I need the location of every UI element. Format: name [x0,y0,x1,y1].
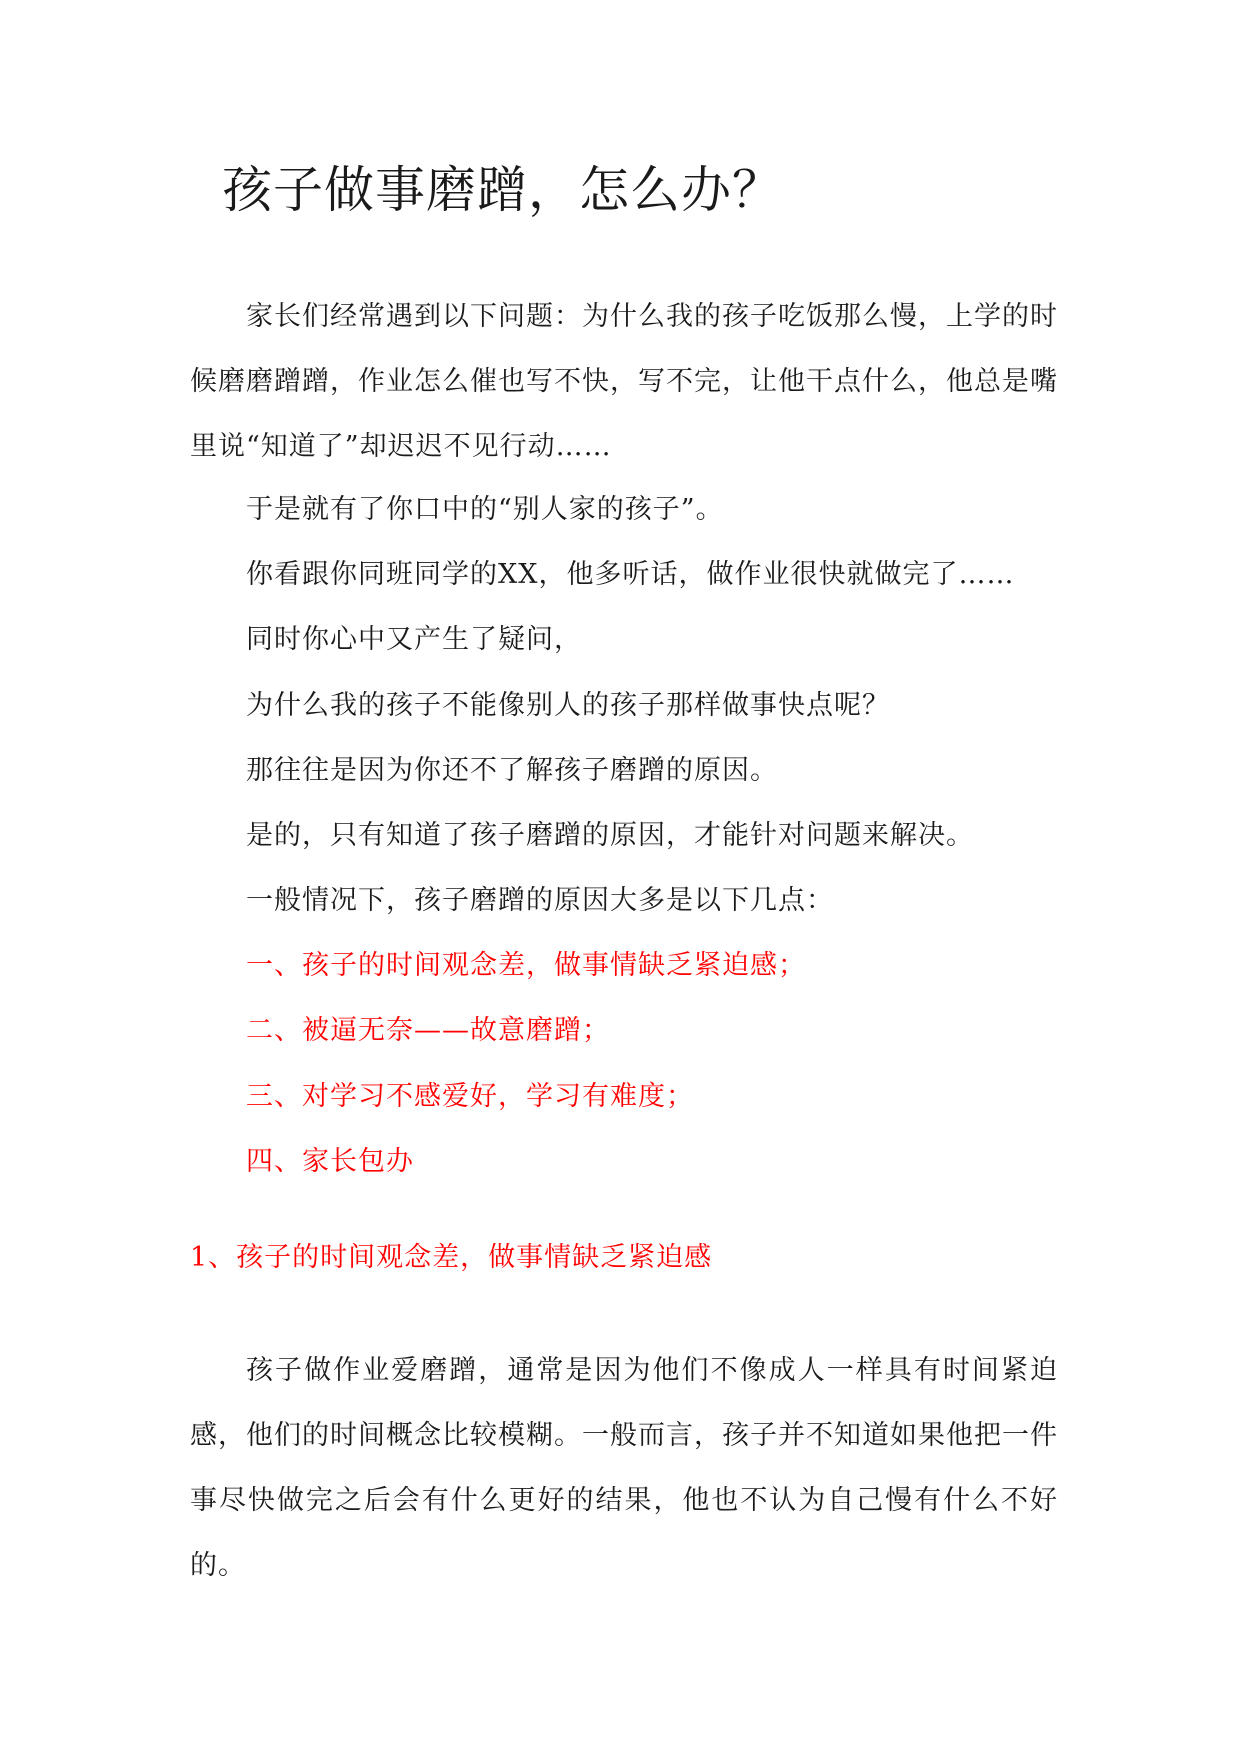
body-line: 同时你心中又产生了疑问， [246,624,582,655]
body-line: 是的，只有知道了孩子磨蹭的原因，才能针对问题来解决。 [246,820,974,851]
reason-item: 一、孩子的时间观念差，做事情缺乏紧迫感； [246,950,806,981]
reason-item: 二、被逼无奈——故意磨蹭； [246,1015,610,1046]
body-line: 一般情况下，孩子磨蹭的原因大多是以下几点： [246,885,834,916]
document-title: 孩子做事磨蹭，怎么办？ [222,161,783,219]
body-line: 为什么我的孩子不能像别人的孩子那样做事快点呢？ [246,690,890,721]
reason-item: 四、家长包办 [246,1146,414,1177]
reason-item: 三、对学习不感爱好，学习有难度； [246,1081,694,1112]
section-paragraph: 孩子做作业爱磨蹭，通常是因为他们不像成人一样具有时间紧迫感，他们的时间概念比较模糊。一般而言，孩子并不知道如果他把一件事尽快做完之后会有什么更好的结果，他也不认为自己慢有什么不好的。 [190,1355,1058,1581]
body-line: 你看跟你同班同学的XX，他多听话，做作业很快就做完了…… [246,559,1015,590]
intro-paragraph: 家长们经常遇到以下问题：为什么我的孩子吃饭那么慢，上学的时候磨磨蹭蹭，作业怎么催也写不快，写不完，让他干点什么，他总是嘴里说“知道了”却迟迟不见行动…… [190,301,1058,462]
body-line: 于是就有了你口中的“别人家的孩子”。 [246,494,724,525]
section-heading: 1、孩子的时间观念差，做事情缺乏紧迫感 [190,1242,713,1273]
body-line: 那往往是因为你还不了解孩子磨蹭的原因。 [246,755,778,786]
